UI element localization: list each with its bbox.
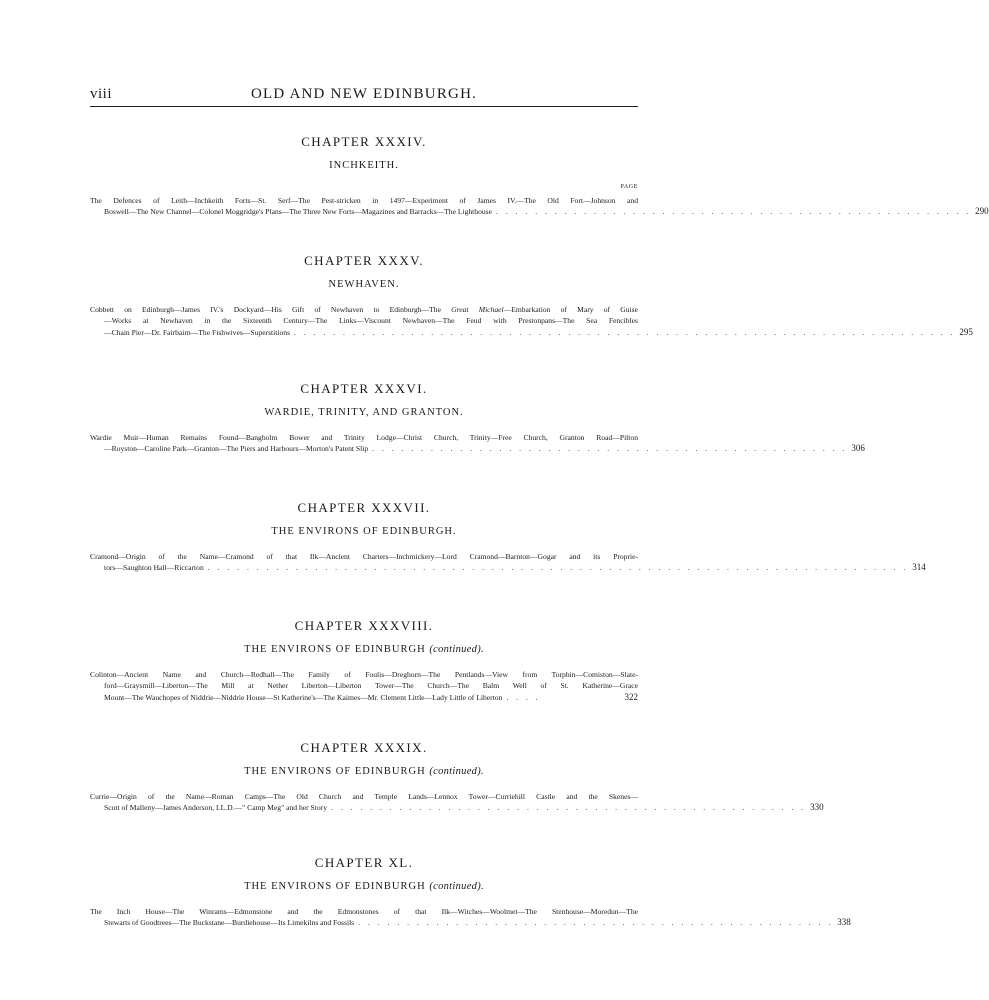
summary-line-last: [90, 206, 989, 217]
chapter-title: CHAPTER XXXVI.: [300, 381, 428, 396]
page-reference: 330: [810, 802, 824, 813]
subtitle-text: THE ENVIRONS OF EDINBURGH: [244, 766, 426, 777]
dot-leader: . . . . . . . . . . . . . . . . . . . . . . . . . . . . . . . . . . . . . . . . . . . . . . . . .: [496, 207, 972, 217]
summary-line: The Defences of Leith—Inchkeith Forts—St. Serf—The Pest-stricken in 1497—Experiment of James IV.—The Old Fort—Johnson and: [90, 196, 638, 205]
chapter-subtitle: THE ENVIRONS OF EDINBURGH.: [271, 526, 457, 537]
chapter-subtitle: [90, 765, 638, 779]
running-title: OLD AND NEW EDINBURGH.: [250, 86, 478, 102]
chapter-summary: [90, 669, 638, 703]
chapter-summary: [90, 791, 824, 814]
header-rule: [90, 106, 638, 107]
summary-line: Wardie Muir—Human Remains Found—Bangholm Bower and Trinity Lodge—Christ Church, Trinity—Free Church, Granton Road—Pilton: [90, 433, 638, 442]
summary-line-last: [90, 692, 638, 703]
page-number: viii: [90, 86, 113, 102]
summary-line: Cramond—Origin of the Name—Cramond of that Ilk—Ancient Charters—Inchmickery—Lord Cramond—Barnton—Gogar and its Proprie-: [90, 552, 638, 561]
chapter-subtitle: WARDIE, TRINITY, AND GRANTON.: [264, 407, 464, 418]
dot-leader: . . . . . . . . . . . . . . . . . . . . . . . . . . . . . . . . . . . . . . . . . . . . . . . . .: [372, 444, 848, 454]
chapter-title: CHAPTER XL.: [314, 855, 414, 870]
subtitle-continued: (continued).: [429, 644, 484, 655]
page-reference: 322: [624, 691, 638, 702]
page-column-label: PAGE: [620, 184, 638, 190]
subtitle-text: THE ENVIRONS OF EDINBURGH: [244, 881, 426, 892]
summary-text: tors—Saughton Hall—Riccarton: [104, 563, 204, 573]
summary-line: Colinton—Ancient Name and Church—Redhall—The Family of Foulis—Dreghorn—The Pentlands—View from Torphin—Comiston—Slate-: [90, 670, 638, 679]
chapter-35: [90, 253, 973, 338]
chapter-title: CHAPTER XXXIV.: [301, 134, 427, 149]
chapter-subtitle: [90, 880, 638, 894]
dot-leader: . . . . . . . . . . . . . . . . . . . . . . . . . . . . . . . . . . . . . . . . . . . . . . . . . . . . . . . . . . . . . . . . . . . . . . . .: [207, 563, 909, 573]
chapter-39: [90, 740, 824, 814]
chapter-summary: [90, 432, 865, 455]
summary-line: ford—Graysmill—Liberton—The Mill at Nether Liberton—Liberton Tower—The Church—The Balm Well of St. Katherine—Grace: [104, 681, 638, 691]
page-reference: 290: [975, 206, 989, 217]
subtitle-continued: (continued).: [429, 881, 484, 892]
summary-text: Stewarts of Goodtrees—The Buckstane—Burdiehouse—Its Limekilns and Fossils: [104, 918, 355, 928]
chapter-summary: [90, 304, 973, 338]
summary-text: —Royston—Caroline Park—Granton—The Piers and Harbours—Morton's Patent Slip: [104, 444, 369, 454]
chapter-40: [90, 855, 851, 929]
summary-line: Currie—Origin of the Name—Roman Camps—The Old Church and Temple Lands—Lennox Tower—Curriehill Castle and the Skenes—: [90, 792, 638, 801]
chapter-37: [90, 500, 926, 574]
chapter-subtitle: [90, 643, 638, 657]
summary-line-last: [90, 802, 824, 813]
summary-line: [90, 304, 638, 315]
chapter-summary: [90, 195, 989, 218]
summary-text: Boswell—The New Channel—Colonel Moggridge's Plans—The Three New Forts—Magazines and Barracks—The Lighthouse: [104, 207, 493, 217]
page-header: [90, 86, 638, 106]
summary-line-last: [90, 326, 973, 338]
subtitle-text: THE ENVIRONS OF EDINBURGH: [244, 644, 426, 655]
summary-text: Scott of Malleny—James Anderson, LL.D.—" Camp Meg" and her Story: [104, 803, 328, 813]
chapter-title: CHAPTER XXXVII.: [297, 500, 431, 515]
chapter-36: [90, 381, 865, 455]
chapter-subtitle: NEWHAVEN.: [328, 279, 400, 290]
chapter-title: CHAPTER XXXVIII.: [294, 618, 434, 633]
summary-line-last: [90, 917, 851, 928]
summary-line: The Inch House—The Winrams—Edmonstone and the Edmonstones of that Ilk—Witches—Woolmet—The Stenhouse—Moredun—The: [90, 907, 638, 916]
chapter-subtitle: INCHKEITH.: [329, 160, 399, 171]
page-reference: 306: [851, 443, 865, 454]
page-reference: 338: [837, 917, 851, 928]
summary-text: —Chain Pier—Dr. Fairbairn—The Fishwives—Superstitions: [104, 327, 291, 337]
chapter-title: CHAPTER XXXV.: [304, 253, 424, 268]
chapter-title: CHAPTER XXXIX.: [300, 740, 428, 755]
dot-leader: . . . . . . . . . . . . . . . . . . . . . . . . . . . . . . . . . . . . . . . . . . . . . . . . . . . . . . . . . . . . . . . . . . . .: [294, 327, 956, 337]
page-reference: 314: [912, 562, 926, 573]
chapter-34: [90, 134, 989, 218]
dot-leader: . . . .: [506, 692, 541, 702]
chapter-summary: [90, 551, 926, 574]
summary-line: —Works at Newhaven in the Sixteenth Century—The Links—Viscount Newhaven—The Feud with Prestonpans—The Sea Fencibles: [104, 316, 638, 326]
dot-leader: . . . . . . . . . . . . . . . . . . . . . . . . . . . . . . . . . . . . . . . . . . . . . . . . .: [358, 918, 834, 928]
dot-leader: . . . . . . . . . . . . . . . . . . . . . . . . . . . . . . . . . . . . . . . . . . . . . . . . .: [331, 803, 807, 813]
summary-line-last: [90, 562, 926, 573]
page-reference: 295: [959, 326, 973, 337]
chapter-38: [90, 618, 638, 703]
summary-text: Cobbett on Edinburgh—James IV.'s Dockyard—His Gift of Newhaven to Edinburgh—The Great Michael—Embarkation of Mary of Guise: [90, 305, 638, 314]
summary-line-last: [90, 443, 865, 454]
summary-text: Mount—The Wauchopes of Niddrie—Niddrie House—St Katherine's—The Kaimes—Mr. Clement Little—Lady Little of Liberton: [104, 692, 503, 702]
subtitle-continued: (continued).: [429, 766, 484, 777]
chapter-summary: [90, 906, 851, 929]
